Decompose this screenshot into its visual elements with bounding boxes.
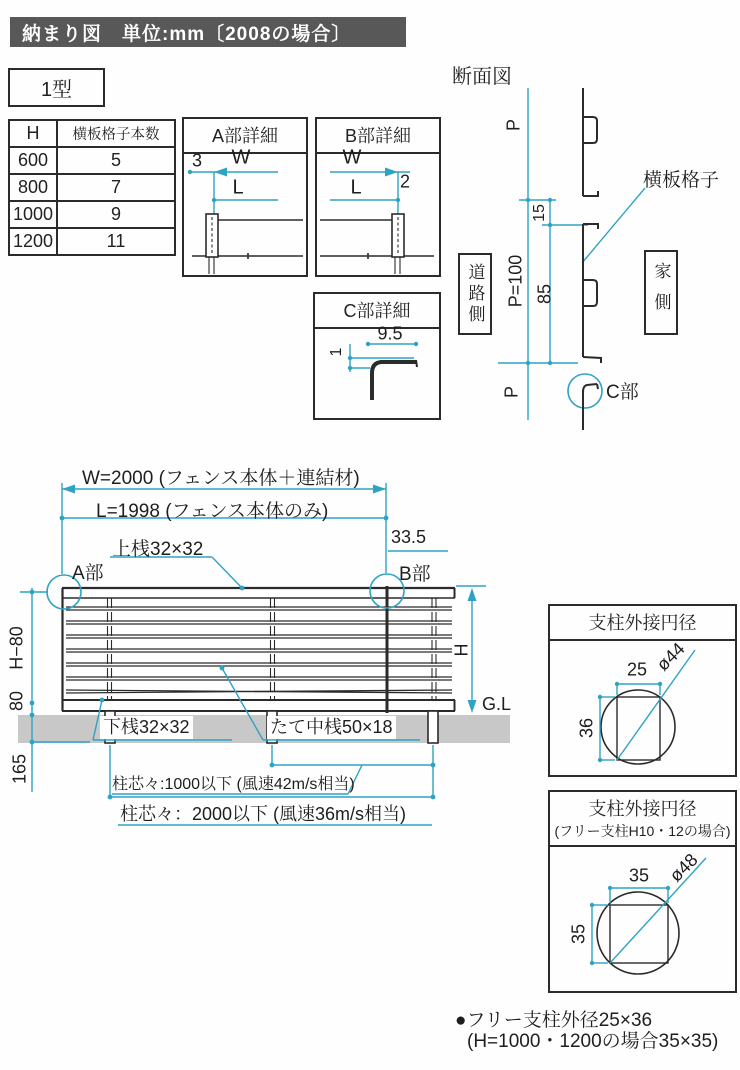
section-dim-p100: P=100	[505, 254, 526, 308]
dim-33-5: 33.5	[391, 527, 427, 547]
b-part-label: B部	[399, 564, 431, 585]
footnote-line2: (H=1000・1200の場合35×35)	[467, 1031, 719, 1052]
post1-dim-25: 25	[626, 659, 648, 680]
c-part-label: C部	[606, 382, 639, 403]
footnote-line1: ●フリー支柱外径25×36	[455, 1010, 653, 1031]
col-header-count: 横板格子本数	[57, 120, 175, 147]
a-part-label: A部	[72, 563, 104, 584]
post1-dim-dia44: ø44	[652, 638, 689, 675]
cell-h: 1200	[9, 228, 57, 255]
post-circle-box-2-subtitle: (フリー支柱H10・12の場合)	[550, 821, 735, 847]
dim-h-minus-80: H−80	[6, 626, 27, 670]
post-circle-box-2	[548, 790, 737, 993]
top-rail-label: 上桟32×32	[112, 539, 204, 560]
detail-a-dim-l: L	[232, 176, 244, 199]
table-header-row	[9, 120, 175, 147]
ground-level-label: G.L	[482, 694, 512, 714]
post-circle-box-2-title: 支柱外接円径	[588, 799, 697, 819]
dim-l1998: L=1998 (フェンス本体のみ)	[96, 501, 329, 522]
board-lattice-label: 横板格子	[643, 170, 720, 191]
dim-h: H	[451, 643, 472, 657]
detail-c-title: C部詳細	[315, 294, 439, 329]
detail-b-dim-w: W	[342, 146, 362, 169]
model-type-label: 1型	[40, 79, 73, 101]
cell-h: 800	[9, 174, 57, 201]
detail-c-dim-1: 1	[328, 347, 345, 357]
table-row	[9, 147, 175, 174]
detail-a-dim-3: 3	[191, 150, 203, 171]
dim-165: 165	[9, 753, 30, 785]
detail-b-dim-2: 2	[399, 171, 411, 192]
mid-stile-label: たて中桟50×18	[267, 716, 396, 739]
board-count-table	[8, 119, 176, 256]
cell-count: 7	[57, 174, 175, 201]
detail-b-dim-l: L	[350, 176, 362, 199]
post-circle-box-1-title: 支柱外接円径	[550, 606, 735, 641]
house-side-label: 家側	[651, 261, 671, 324]
detail-a-title: A部詳細	[184, 119, 306, 154]
section-dim-85: 85	[534, 283, 555, 305]
model-type-box	[8, 68, 105, 107]
post1-dim-36: 36	[576, 717, 597, 739]
sheet-title-bar	[10, 17, 406, 47]
section-dim-p-bottom: P	[501, 385, 522, 399]
house-side-box	[644, 250, 678, 335]
col-header-h: H	[9, 120, 57, 147]
detail-a-box	[182, 117, 308, 277]
cell-count: 5	[57, 147, 175, 174]
table-row	[9, 228, 175, 255]
section-title: 断面図	[452, 66, 512, 88]
cell-count: 11	[57, 228, 175, 255]
post-pitch-2000-label: 柱芯々：2000以下 (風速36m/s相当)	[120, 804, 407, 824]
section-dim-15: 15	[531, 204, 548, 222]
road-side-label: 道路側	[465, 262, 485, 326]
road-side-box	[458, 253, 492, 335]
post-circle-box-1	[548, 604, 737, 777]
post2-dim-35w: 35	[628, 865, 650, 886]
detail-b-box	[315, 117, 441, 277]
detail-c-dim-9-5: 9.5	[377, 323, 403, 344]
post2-dim-dia48: ø48	[665, 849, 702, 886]
cell-h: 1000	[9, 201, 57, 228]
detail-a-dim-w: W	[231, 146, 251, 169]
section-dim-p-top: P	[503, 118, 524, 132]
cell-count: 9	[57, 201, 175, 228]
table-row	[9, 174, 175, 201]
dim-w2000: W=2000 (フェンス本体＋連結材)	[82, 468, 360, 489]
post-pitch-1000-label: 柱芯々:1000以下 (風速42m/s相当)	[112, 776, 355, 793]
bottom-rail-label: 下桟32×32	[100, 716, 193, 739]
post2-dim-35h: 35	[568, 923, 589, 945]
dim-80: 80	[6, 690, 27, 712]
table-row	[9, 201, 175, 228]
detail-b-title: B部詳細	[317, 119, 439, 154]
sheet-title: 納まり図 単位:mm〔2008の場合〕	[22, 23, 352, 45]
cell-h: 600	[9, 147, 57, 174]
